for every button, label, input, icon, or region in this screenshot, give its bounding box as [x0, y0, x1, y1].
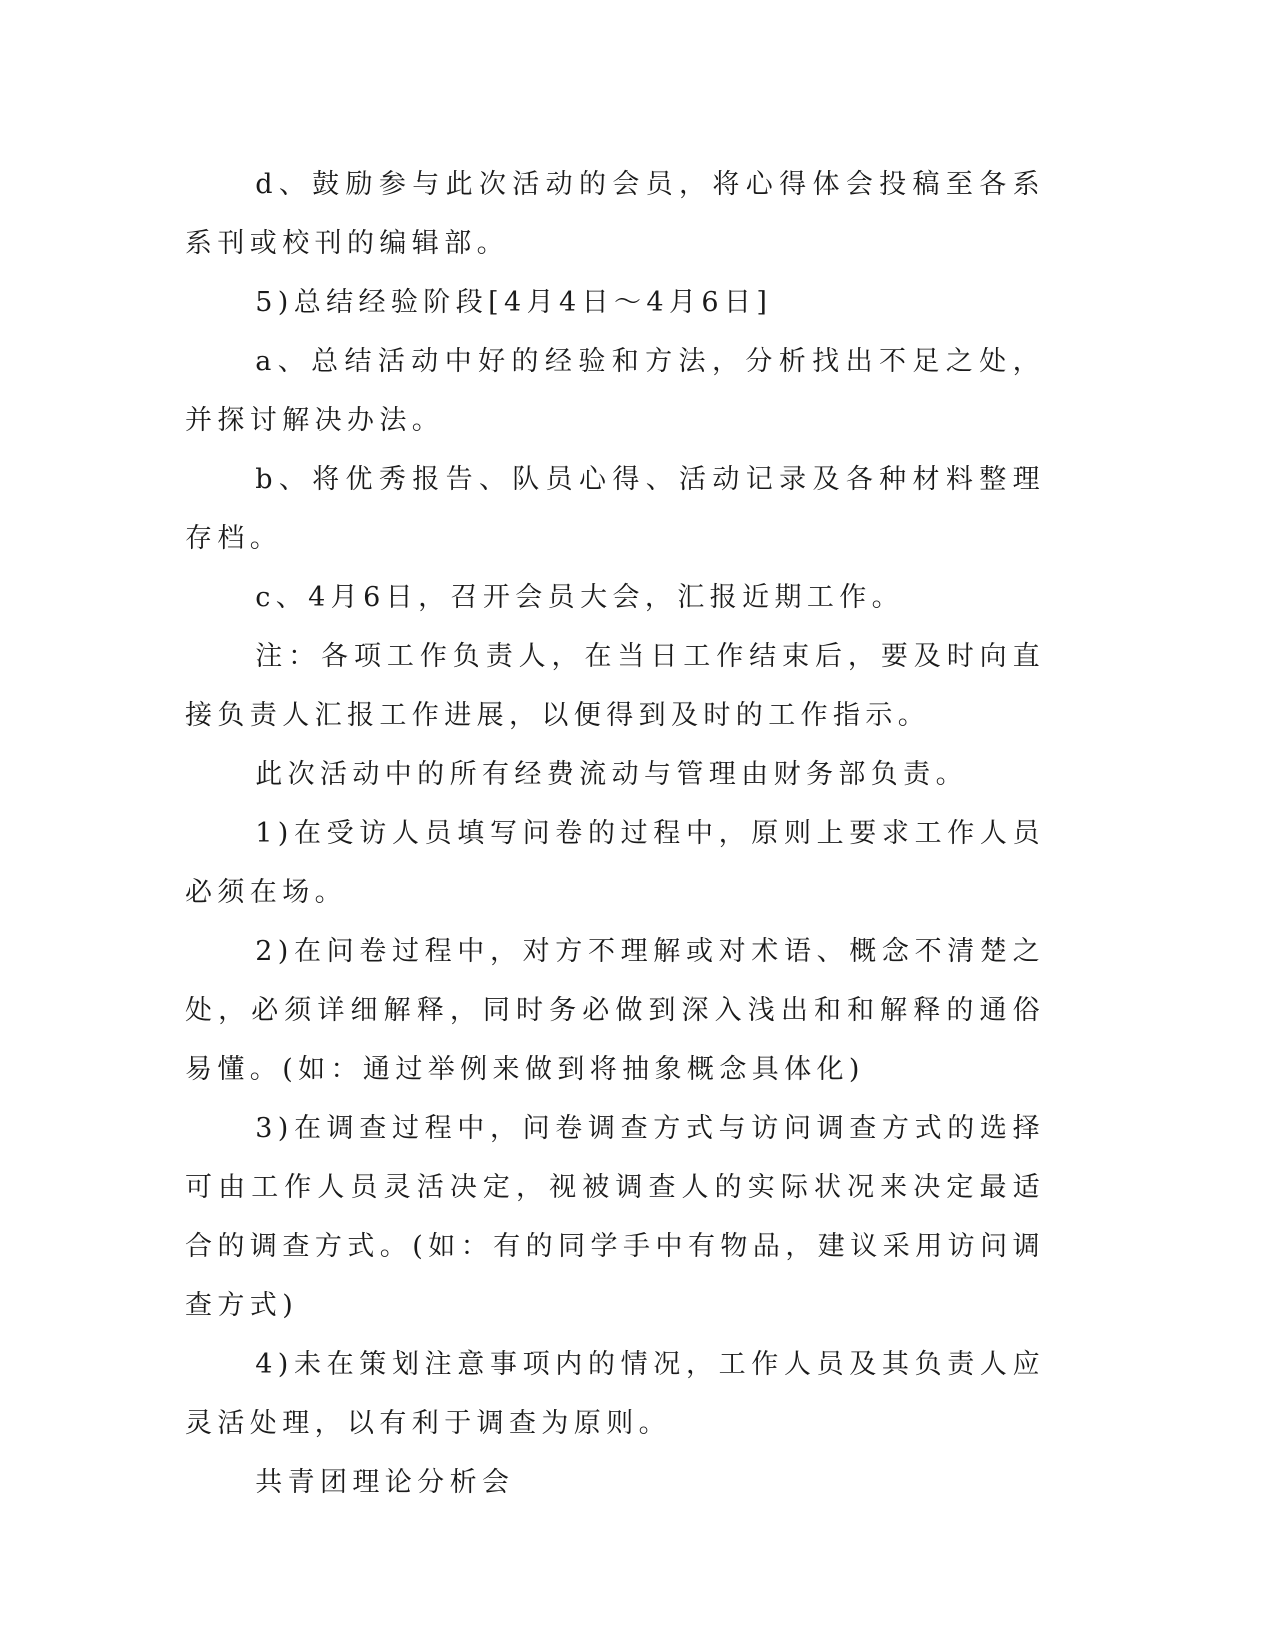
section-title: 共青团理论分析会 [255, 1467, 515, 1498]
paragraph-finance: 此次活动中的所有经费流动与管理由财务部负责。 [255, 759, 968, 790]
paragraph-item-3: 3)在调查过程中，问卷调查方式与访问调查方式的选择可由工作人员灵活决定，视被调查人的实际状况来决定最适合的调查方式。(如：有的同学手中有物品，建议采用访问调查方式) [185, 1113, 1045, 1321]
paragraph-a-summarize-experience: a、总结活动中好的经验和方法，分析找出不足之处，并探讨解决办法。 [185, 346, 1045, 436]
paragraph-item-1: 1)在受访人员填写问卷的过程中，原则上要求工作人员必须在场。 [185, 818, 1045, 908]
paragraph-note: 注：各项工作负责人，在当日工作结束后，要及时向直接负责人汇报工作进展，以便得到及时的工作指示。 [185, 641, 1045, 731]
paragraph-c-member-meeting: c、4月6日，召开会员大会，汇报近期工作。 [255, 582, 905, 613]
paragraph-b-archive-materials: b、将优秀报告、队员心得、活动记录及各种材料整理存档。 [185, 464, 1045, 554]
paragraph-item-4: 4)未在策划注意事项内的情况，工作人员及其负责人应灵活处理，以有利于调查为原则。 [185, 1349, 1045, 1439]
paragraph-d-encourage-submissions: d、鼓励参与此次活动的会员，将心得体会投稿至各系系刊或校刊的编辑部。 [185, 169, 1045, 259]
paragraph-stage-5-heading: 5)总结经验阶段[4月4日～4月6日] [255, 287, 773, 318]
document-body [185, 155, 1045, 1512]
paragraph-item-2: 2)在问卷过程中，对方不理解或对术语、概念不清楚之处，必须详细解释，同时务必做到深入浅出和和解释的通俗易懂。(如：通过举例来做到将抽象概念具体化) [185, 936, 1045, 1085]
